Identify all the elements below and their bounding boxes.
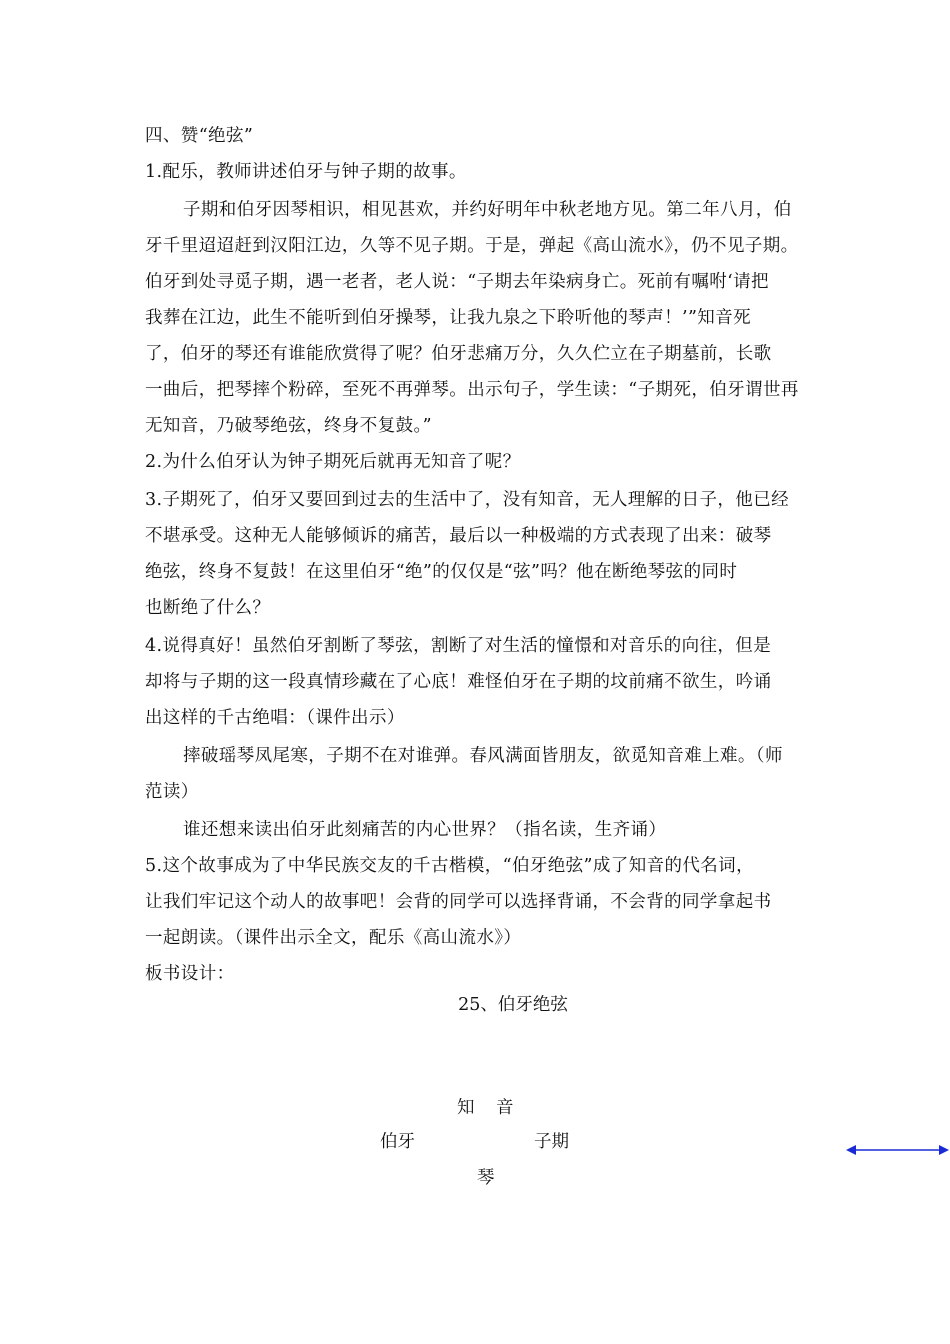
board-qin: 琴 <box>477 1168 495 1188</box>
step3-line: 绝弦，终身不复鼓！在这里伯牙“绝”的仅仅是“弦”吗？他在断绝琴弦的同时 <box>145 562 738 582</box>
step2-question: 2.为什么伯牙认为钟子期死后就再无知音了呢？ <box>145 452 521 472</box>
double-arrow-icon <box>845 1140 950 1160</box>
section-title: 四、赞“绝弦” <box>145 126 254 146</box>
poem-line: 范读） <box>145 782 199 802</box>
story-line: 无知音，乃破琴绝弦，终身不复鼓。” <box>145 416 432 436</box>
step5-line: 5.这个故事成为了中华民族交友的千古楷模，“伯牙绝弦”成了知音的代名词， <box>145 856 754 876</box>
reading-question: 谁还想来读出伯牙此刻痛苦的内心世界？（指名读，生齐诵） <box>183 820 667 840</box>
story-line: 牙千里迢迢赶到汉阳江边，久等不见子期。于是，弹起《高山流水》，仍不见子期。 <box>145 236 799 256</box>
board-zhi: 知 <box>457 1098 475 1118</box>
step5-line: 一起朗读。（课件出示全文，配乐《高山流水》） <box>145 928 522 948</box>
step3-line: 也断绝了什么？ <box>145 598 271 618</box>
story-line: 了，伯牙的琴还有谁能欣赏得了呢？伯牙悲痛万分，久久伫立在子期墓前，长歌 <box>145 344 772 364</box>
board-label: 板书设计： <box>145 964 235 984</box>
poem-line: 摔破瑶琴凤尾寒，子期不在对谁弹。春风满面皆朋友，欲觅知音难上难。（师 <box>183 746 783 766</box>
step3-line: 3.子期死了，伯牙又要回到过去的生活中了，没有知音，无人理解的日子，他已经 <box>145 490 789 510</box>
step1-heading: 1.配乐，教师讲述伯牙与钟子期的故事。 <box>145 162 467 182</box>
step3-line: 不堪承受。这种无人能够倾诉的痛苦，最后以一种极端的方式表现了出来：破琴 <box>145 526 772 546</box>
story-line: 子期和伯牙因琴相识，相见甚欢，并约好明年中秋老地方见。第二年八月，伯 <box>183 200 792 220</box>
step5-line: 让我们牢记这个动人的故事吧！会背的同学可以选择背诵，不会背的同学拿起书 <box>145 892 772 912</box>
story-line: 我葬在江边，此生不能听到伯牙操琴，让我九泉之下聆听他的琴声！’”知音死 <box>145 308 752 328</box>
step4-line: 却将与子期的这一段真情珍藏在了心底！难怪伯牙在子期的坟前痛不欲生，吟诵 <box>145 672 772 692</box>
board-title: 25、伯牙绝弦 <box>458 995 568 1015</box>
step4-line: 4.说得真好！虽然伯牙割断了琴弦，割断了对生活的憧憬和对音乐的向往，但是 <box>145 636 772 656</box>
board-ziqi: 子期 <box>534 1132 569 1152</box>
story-line: 一曲后，把琴摔个粉碎，至死不再弹琴。出示句子，学生读：“子期死，伯牙谓世再 <box>145 380 799 400</box>
step4-line: 出这样的千古绝唱：（课件出示） <box>145 708 405 728</box>
board-boya: 伯牙 <box>380 1132 415 1152</box>
story-line: 伯牙到处寻觅子期，遇一老者，老人说：“子期去年染病身亡。死前有嘱咐‘请把 <box>145 272 769 292</box>
board-yin: 音 <box>496 1098 514 1118</box>
